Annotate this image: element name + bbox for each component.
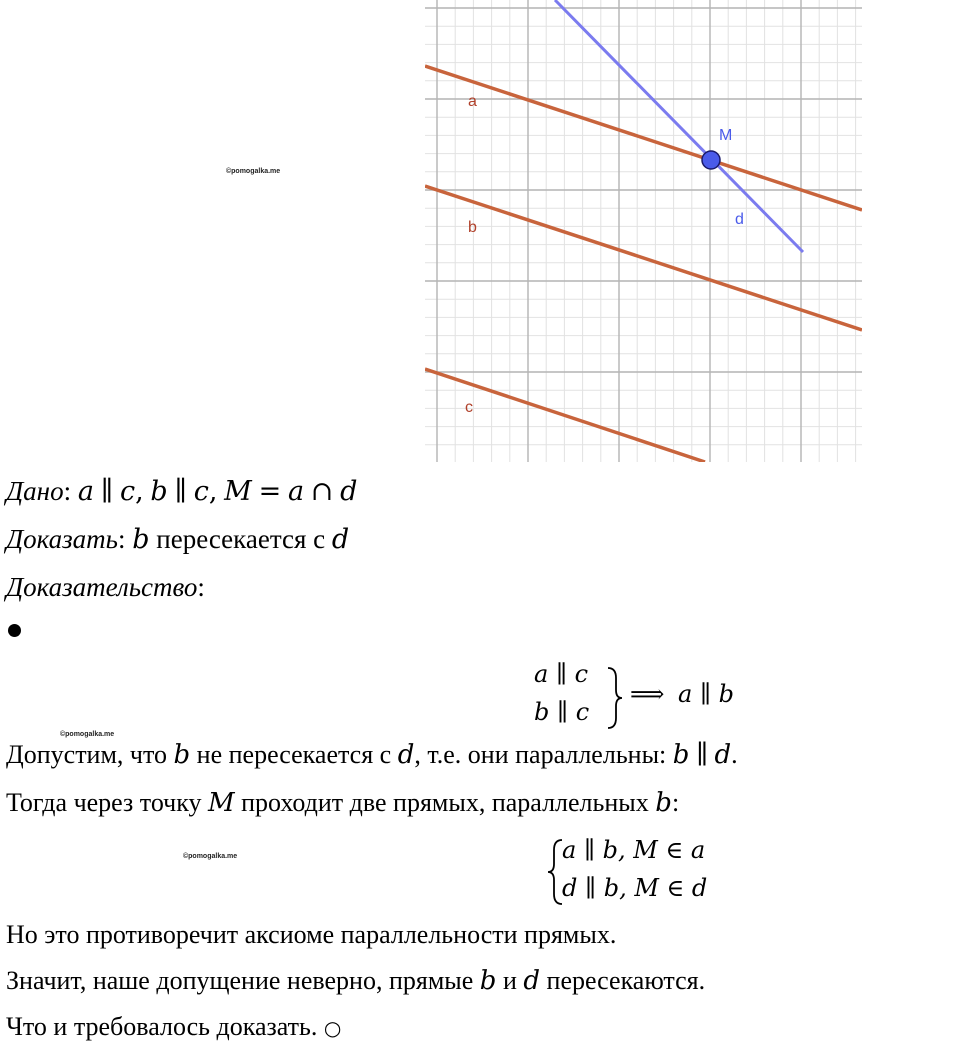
paragraph-3: Но это противоречит аксиоме параллельности прямых. bbox=[6, 920, 617, 949]
given-label: Дано bbox=[6, 476, 64, 506]
prove-line: Доказать: b пересекается с d bbox=[6, 524, 350, 555]
given-line: Дано: a ∥ c, b ∥ c, M = a ∩ d bbox=[6, 476, 358, 507]
system-1 bbox=[534, 660, 774, 732]
bullet-point bbox=[8, 624, 21, 637]
label-a: a bbox=[468, 93, 477, 110]
paragraph-5: Что и требовалось доказать. ○ bbox=[6, 1012, 342, 1041]
watermark: ©pomogalka.me bbox=[183, 853, 238, 860]
watermark: ©pomogalka.me bbox=[60, 731, 115, 738]
system-2-row-2: d ∥ b, M ∈ d bbox=[562, 874, 708, 902]
point-m bbox=[702, 151, 720, 169]
system-2 bbox=[546, 836, 786, 912]
grid-minor bbox=[425, 0, 862, 462]
paragraph-2: Тогда через точку M проходит две прямых, параллельных b: bbox=[6, 788, 680, 818]
label-m: M bbox=[719, 127, 733, 144]
grid-major bbox=[425, 0, 862, 462]
label-b: b bbox=[468, 219, 477, 236]
implies-arrow: ⟹ bbox=[630, 680, 665, 708]
figure-canvas bbox=[425, 0, 862, 462]
paragraph-4: Значит, наше допущение неверно, прямые b и d пересекаются. bbox=[6, 966, 706, 996]
paragraph-1: Допустим, что b не пересекается с d, т.е. они параллельны: b ∥ d. bbox=[6, 740, 738, 770]
right-brace bbox=[606, 666, 624, 730]
system-1-row-1: a ∥ c bbox=[534, 660, 589, 688]
end-of-proof-icon: ○ bbox=[323, 1016, 342, 1040]
proof-heading: Доказательство: bbox=[6, 572, 205, 602]
line-d bbox=[555, 0, 803, 252]
prove-label: Доказать bbox=[6, 524, 118, 554]
geometry-figure bbox=[425, 0, 862, 462]
label-d: d bbox=[735, 211, 744, 228]
watermark: ©pomogalka.me bbox=[226, 168, 281, 175]
system-1-result: a ∥ b bbox=[678, 680, 735, 708]
label-c: c bbox=[465, 399, 473, 416]
line-a bbox=[425, 66, 862, 210]
system-2-row-1: a ∥ b, M ∈ a bbox=[562, 836, 706, 864]
line-b bbox=[425, 186, 862, 330]
system-1-row-2: b ∥ c bbox=[534, 698, 590, 726]
